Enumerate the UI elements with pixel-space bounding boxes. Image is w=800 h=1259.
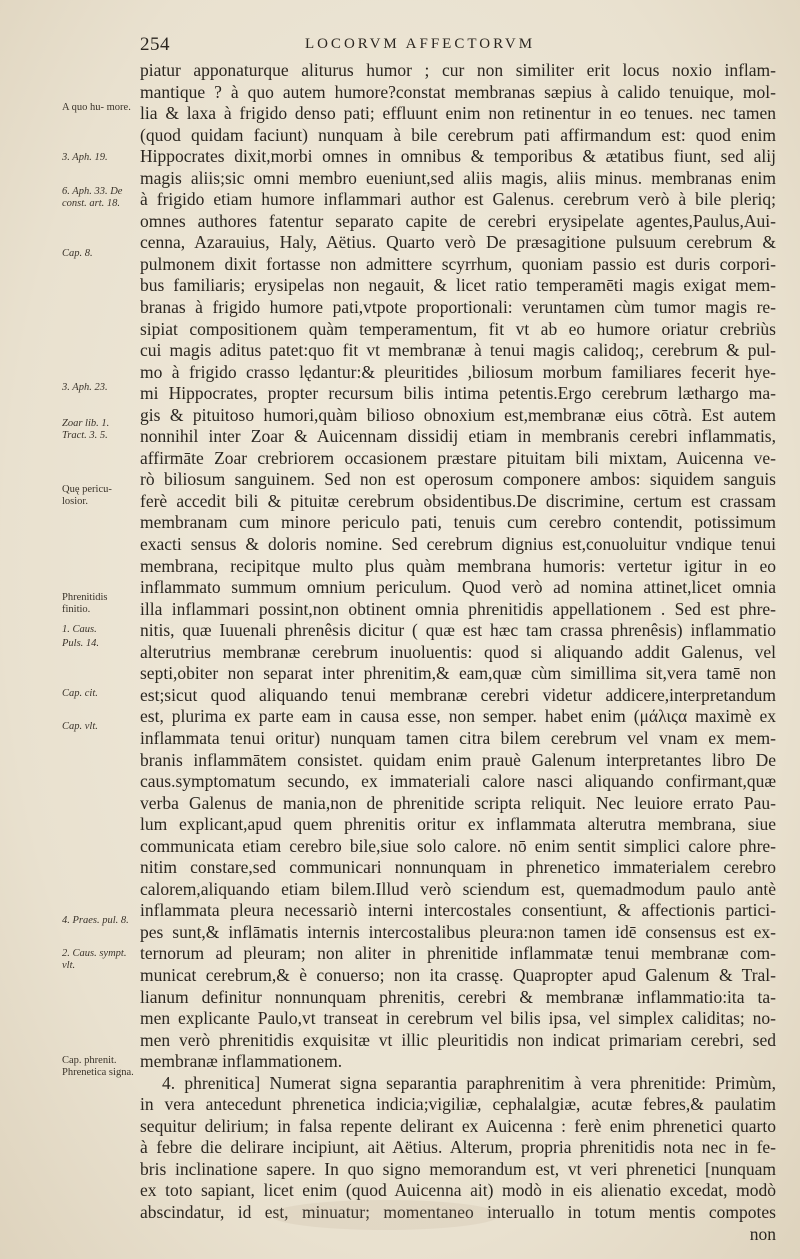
- text-line: men explicante Paulo,vt transeat in cerebrum vel bilis ipsa, vel simplex caliditas; no-: [140, 1008, 776, 1029]
- text-line: piatur apponaturque aliturus humor ; cur non similiter erit locus noxio inflam-: [140, 60, 776, 80]
- text-line: communicata etiam cerebro bile,siue solo calore. nō enim sentit simplici calore phre-: [140, 835, 776, 856]
- text-line: bus familiaris; erysipelas non negauit, & licet ratio temperamēti magis exigat mem-: [140, 275, 776, 296]
- text-line: men verò phrenitidis exquisitæ vt illic pleuritidis non indicat primariam cerebri, sed: [140, 1029, 776, 1050]
- text-line: mantique ? à quo autem humore?constat membranas sæpius à calido tenuique, mol-: [140, 81, 776, 102]
- text-line: bris inclinatione sapere. In quo signo memorandum est, vt veri phrenetici [nunquam: [140, 1158, 776, 1179]
- text-line: membrana, recipitque multo plus quàm membrana humoris: vertetur igitur in eo: [140, 555, 776, 576]
- text-line: rò biliosum sanguinem. Sed non est operosum componere ambos: siquidem sanguis: [140, 469, 776, 490]
- text-line: septi,obiter non separat inter phrenitim,& eam,quæ cùm simillima sit,vera tamē non: [140, 663, 776, 684]
- margin-note: Cap. vlt.: [62, 721, 98, 732]
- text-line: ex toto sapiant, licet enim (quod Auicenna ait) modò in eis alienatio excedat, modò: [140, 1180, 776, 1201]
- text-line: municat cerebrum,& è conuerso; non ita crassę. Quapropter apud Galenum & Tral-: [140, 964, 776, 985]
- text-line: abscindatur, id est, minuatur; momentaneo interuallo in totum mentis compotes: [140, 1201, 776, 1222]
- text-line: sequitur delirium; in falsa repente delirant ex Auicenna : ferè enim phrenetici quarto: [140, 1115, 776, 1136]
- margin-note: Cap. phrenit. Phrenetica signa.: [62, 1055, 134, 1078]
- text-line: (quod quidam faciunt) nunquam à bile cerebrum pati affirmandum est: quod enim: [140, 124, 776, 145]
- text-line: alterutrius membranæ cerebrum inuoluentis: quod si aliquando addit Galenus, vel: [140, 641, 776, 662]
- text-line: lum explicant,apud quem phrenitis oritur ex inflammata alterutra membrana, siue: [140, 814, 776, 835]
- text-line: lianum definitur nonnunquam phrenitis, cerebri & membranæ inflammatio:ita ta-: [140, 986, 776, 1007]
- page-number: 254: [140, 34, 170, 55]
- margin-note: A quo hu- more.: [62, 102, 131, 113]
- margin-note: Zoar lib. 1. Tract. 3. 5.: [62, 418, 110, 441]
- text-line: est, plurima ex parte eam in causa esse, non semper. habet enim (μάλιςα maximè ex: [140, 706, 776, 727]
- text-line: affirmāte Zoar crebriorem occasionem præstare pituitam bili mixtam, Auicenna ve-: [140, 447, 776, 468]
- text-line: à frigido etiam humore inflammari author est Galenus. cerebrum verò à bile pleriq;: [140, 189, 776, 210]
- text-line: Hippocrates dixit,morbi omnes in omnibus & temporibus & ætatibus fiunt, sed alij: [140, 146, 776, 167]
- text-line: illa inflammari possint,non obtinent omnia phrenitidis appellationem . Sed est phre-: [140, 598, 776, 619]
- text-line: omnes authores fatentur separato capite de cerebri erysipelate agentes,Paulus,Aui-: [140, 210, 776, 231]
- body-text: [140, 60, 776, 1245]
- text-line: inflammata tenui oritur) nunquam tamen citra bilem cerebrum vel vnam ex mem-: [140, 727, 776, 748]
- margin-note: Quę pericu- losior.: [62, 484, 112, 507]
- margin-note: 3. Aph. 19.: [62, 152, 108, 163]
- margin-note: Puls. 14.: [62, 638, 100, 649]
- text-line: caus.symptomatum secundo, ex immateriali calore nasci aliquando confirmant,quæ: [140, 771, 776, 792]
- margin-note: 4. Praes. pul. 8.: [62, 915, 129, 926]
- text-line: membranæ inflammationem.: [140, 1051, 343, 1072]
- margin-note: Cap. 8.: [62, 248, 93, 259]
- text-line: verba Galenus de mania,non de phrenitide scripta reliquit. Nec leuiore errato Pau-: [140, 792, 776, 813]
- text-line: nitim constare,sed communicari nonnunquam in phrenetico immaterialem cerebro: [140, 857, 776, 878]
- text-line: membranam cum minore periculo pati, tenuis cum cerebro contendit, potissimum: [140, 512, 776, 533]
- text-line: branis inflammātem consistet. quidam enim prauè Galenum interpretantes libro De: [140, 749, 776, 770]
- running-head: LOCORVM AFFECTORVM: [304, 36, 536, 52]
- text-line: inflammato summum omnium periculum. Quod verò ad nomina attinet,licet omnia: [140, 577, 776, 598]
- text-line: nonnihil inter Zoar & Auicennam dissidij etiam in membranis cerebri inflammatis,: [140, 426, 776, 447]
- text-line: lia & laxa à frigido denso pati; effluunt enim non retinentur in eo tenues. nec tamen: [140, 103, 776, 124]
- paper-stain: [270, 1200, 500, 1230]
- text-line: mo à frigido crasso lędantur:& pleuritides ,biliosum morbum familiares fecerit hye-: [140, 361, 776, 382]
- text-line: exacti sensus & doloris nomine. Sed cerebrum dignius est,conuoluitur vndique tenui: [140, 534, 776, 555]
- text-line: cui magis aditus patet:quo fit vt membranæ à tenui magis calidoq;, cerebrum & pul-: [140, 340, 776, 361]
- text-line: est;sicut quod aliquando tenui membranæ cerebri videtur addicere,interpretandum: [140, 684, 776, 705]
- text-line: inflammata pleura necessariò interni intercostales consentiunt, & affectionis partici-: [140, 900, 776, 921]
- text-line: pulmonem dixit fortasse non admittere scyrrhum, quoniam passio est duris corpori-: [140, 253, 776, 274]
- text-line: ternorum ad pleuram; non aliter in phrenitide inflammatæ tenui membranæ com-: [140, 943, 776, 964]
- text-line: à febre die delirare incipiunt, ait Aëtius. Alterum, propria phrenitidis nota nec in fe-: [140, 1137, 776, 1158]
- text-line: 4. phrenitica] Numerat signa separantia paraphrenitim à vera phrenitide: Primùm,: [162, 1072, 776, 1093]
- text-line: ferè accedit bili & pituitæ cerebrum obsidentibus.De discrimine, certum est crassam: [140, 490, 776, 511]
- margin-note: 2. Caus. sympt. vlt.: [62, 948, 127, 971]
- text-line: branas à frigido humore pati,vtpote proportionali: veruntamen cùm tumor magis re-: [140, 297, 776, 318]
- text-line: cenna, Azarauius, Haly, Aëtius. Quarto verò De præsagitione pulsuum cerebrum &: [140, 232, 776, 253]
- margin-note: 6. Aph. 33. De const. art. 18.: [62, 186, 123, 209]
- margin-note: Cap. cit.: [62, 688, 98, 699]
- text-line: nitis, quæ Iuuenali phrenêsis dicitur ( quæ est hæc tam crassa phrenêsis) inflammatio: [140, 620, 776, 641]
- text-line: magis aliis;sic omni membro eueniunt,sed aliis magis, aliis minus. membranas enim: [140, 167, 776, 188]
- text-line: gis & pituitoso humori,quàm bilioso obnoxium est,membranæ eius cōtrà. Est autem: [140, 404, 776, 425]
- margin-note: 1. Caus.: [62, 624, 97, 635]
- margin-note: Phrenitidis finitio.: [62, 592, 108, 615]
- margin-note: 3. Aph. 23.: [62, 382, 108, 393]
- text-line: in vera antecedunt phrenetica indicia;vigiliæ, cephalalgiæ, acutæ febres,& paulatim: [140, 1094, 776, 1115]
- text-line: non: [749, 1223, 776, 1244]
- text-line: mi Hippocrates, propter recursum bilis intima petentis.Ergo cerebrum læthargo ma-: [140, 383, 776, 404]
- text-line: sipiat compositionem quàm temperamentum, fit vt ab eo humore oriatur crebriùs: [140, 318, 776, 339]
- text-line: pes sunt,& inflāmatis internis intercostalibus pleura:non tamen idē consensus est ex-: [140, 921, 776, 942]
- text-line: calorem,aliquando etiam bilem.Illud verò sciendum est, quemadmodum paulo antè: [140, 878, 776, 899]
